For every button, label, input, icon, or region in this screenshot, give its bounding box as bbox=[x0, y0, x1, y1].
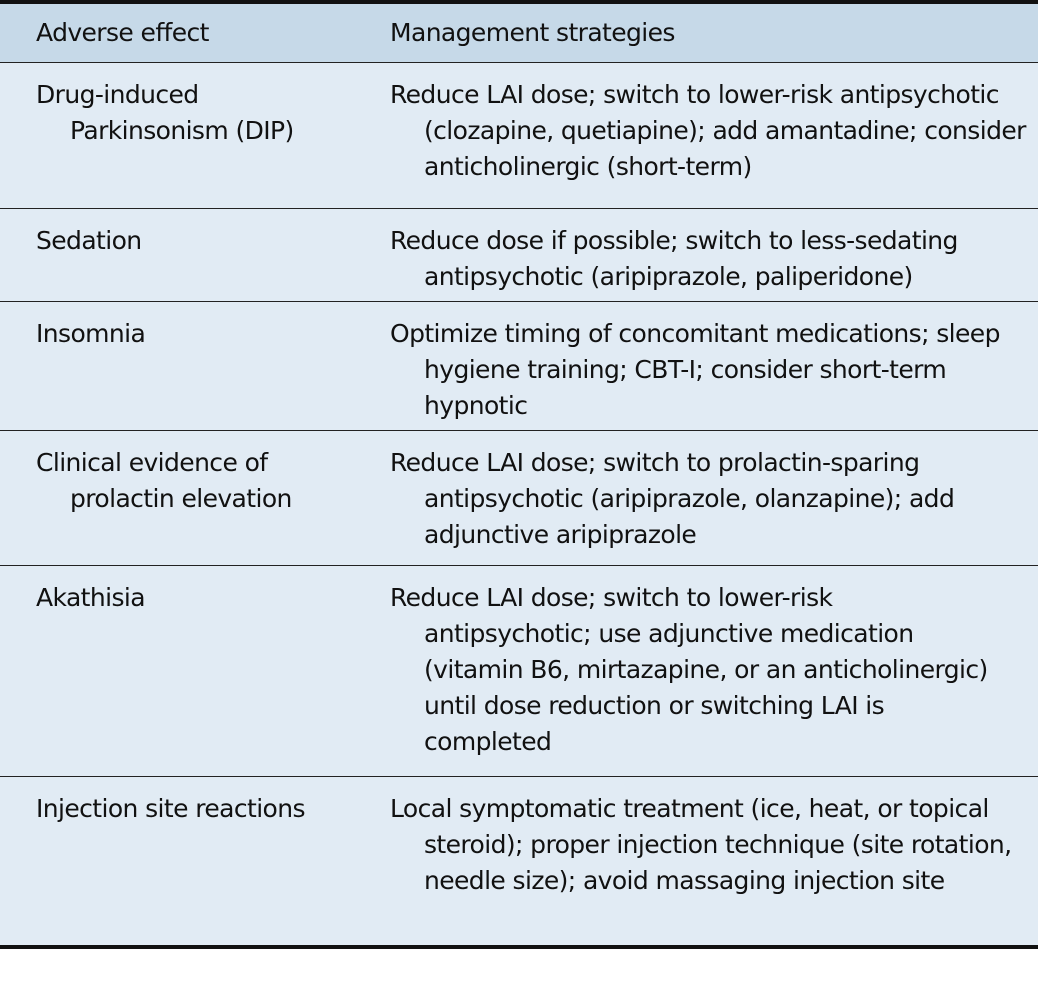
strategy-cell: Reduce LAI dose; switch to lower-risk antipsychotic (clozapine, quetiapine); add amantadine; consider anticholinergic (short-term) bbox=[390, 80, 1026, 181]
effect-cell: Sedation bbox=[36, 226, 142, 255]
effect-cell: Injection site reactions bbox=[36, 794, 305, 823]
effect-cell: Akathisia bbox=[36, 583, 145, 612]
header-management-strategies: Management strategies bbox=[390, 18, 675, 47]
header-adverse-effect: Adverse effect bbox=[36, 18, 209, 47]
strategy-cell: Optimize timing of concomitant medications; sleep hygiene training; CBT-I; consider short-term hypnotic bbox=[390, 319, 1000, 420]
table-row bbox=[0, 209, 1038, 302]
table-header-row bbox=[0, 4, 1038, 63]
table-row bbox=[0, 431, 1038, 566]
strategy-cell: Local symptomatic treatment (ice, heat, or topical steroid); proper injection technique (site rotation, needle size); avoid massaging injection site bbox=[390, 794, 1012, 895]
strategy-cell: Reduce LAI dose; switch to prolactin-sparing antipsychotic (aripiprazole, olanzapine); add adjunctive aripiprazole bbox=[390, 448, 955, 549]
strategy-cell: Reduce dose if possible; switch to less-sedating antipsychotic (aripiprazole, paliperidone) bbox=[390, 226, 958, 291]
table-row bbox=[0, 777, 1038, 949]
strategy-cell: Reduce LAI dose; switch to lower-risk antipsychotic; use adjunctive medication (vitamin B6, mirtazapine, or an anticholinergic) until dose reduction or switching LAI is completed bbox=[390, 583, 988, 756]
effect-cell: Clinical evidence of prolactin elevation bbox=[36, 448, 292, 513]
effect-cell: Insomnia bbox=[36, 319, 146, 348]
table-row bbox=[0, 566, 1038, 777]
table-row bbox=[0, 63, 1038, 209]
table-row bbox=[0, 302, 1038, 431]
effect-cell: Drug-induced Parkinsonism (DIP) bbox=[36, 80, 294, 145]
